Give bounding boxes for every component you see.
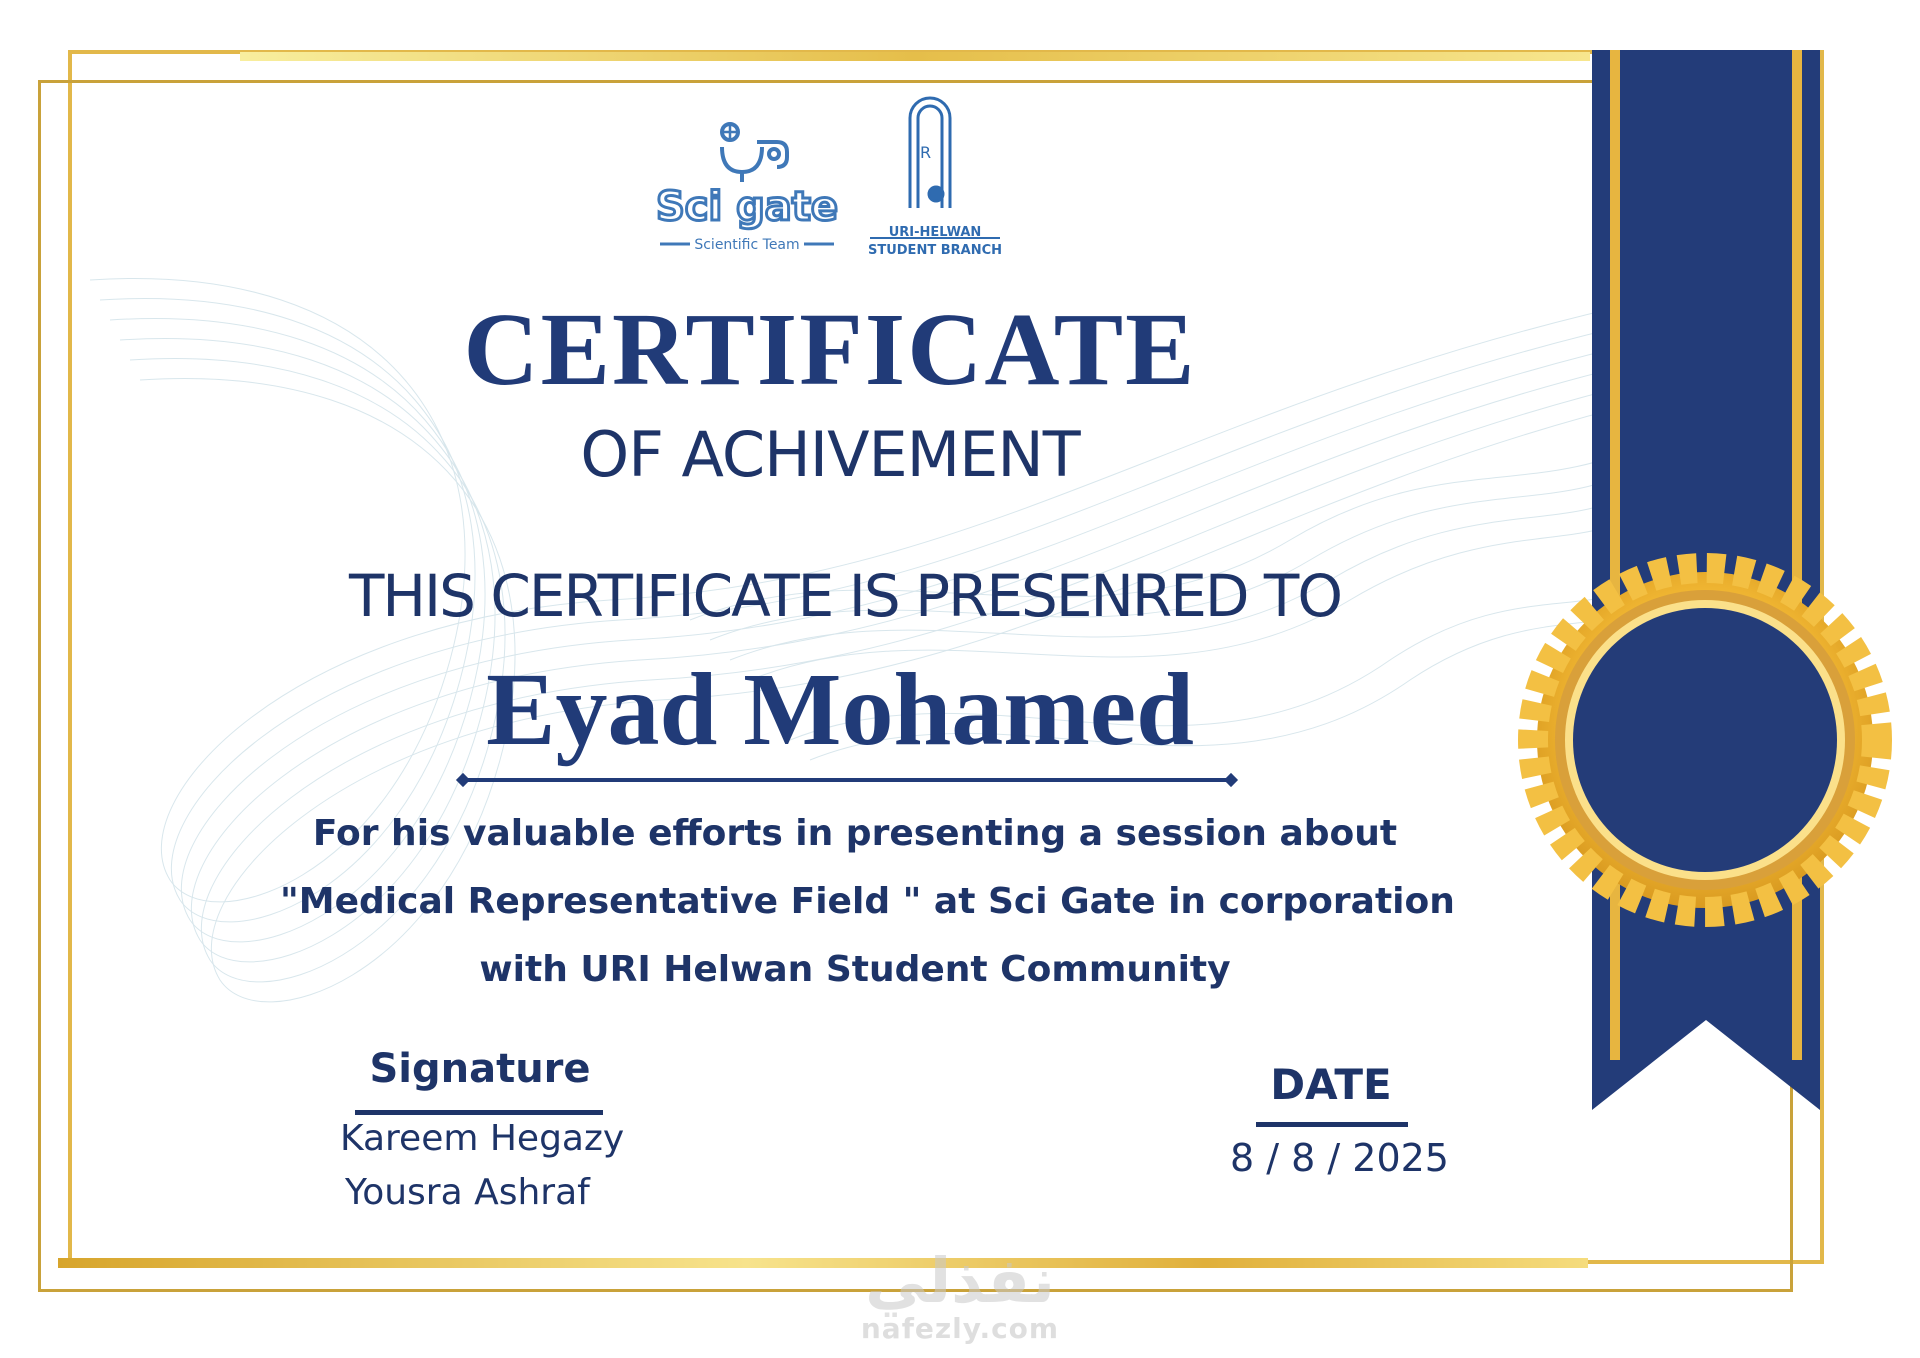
nafezly-watermark (850, 1244, 1070, 1345)
presented-to-line: THIS CERTIFICATE IS PRESENRED TO (348, 562, 1342, 630)
sci-gate-logo (652, 112, 842, 262)
svg-text:STUDENT BRANCH: STUDENT BRANCH (867, 243, 1003, 258)
date-value: 8 / 8 / 2025 (1230, 1136, 1449, 1180)
svg-text:Sci gate: Sci gate (655, 184, 839, 230)
svg-text:URI-HELWAN: URI-HELWAN (888, 225, 982, 240)
body-line: "Medical Representative Field " at Sci Gate in corporation (280, 881, 1455, 922)
date-underline (1256, 1122, 1408, 1127)
certificate-body (280, 800, 1455, 1004)
certificate-subtitle: OF ACHIVEMENT (580, 418, 1080, 491)
svg-text:Scientific Team: Scientific Team (694, 237, 800, 253)
signatory-name: Yousra Ashraf (345, 1172, 590, 1213)
watermark-mark: نفذلي (865, 1244, 1055, 1317)
certificate-title: CERTIFICATE (463, 292, 1197, 407)
gold-frame-accent-top (240, 52, 1590, 61)
recipient-underline (462, 778, 1232, 782)
uri-helwan-logo (860, 88, 1010, 268)
seal-badge-icon (1490, 540, 1920, 970)
signatory-name: Kareem Hegazy (340, 1118, 625, 1159)
body-line: with URI Helwan Student Community (479, 949, 1231, 990)
body-line: For his valuable efforts in presenting a session about (312, 813, 1398, 854)
signature-label: Signature (369, 1046, 591, 1092)
recipient-name: Eyad Mohamed (486, 652, 1194, 767)
date-label: DATE (1270, 1060, 1392, 1109)
watermark-url: nafezly.com (860, 1312, 1060, 1345)
signature-underline (355, 1110, 603, 1115)
gold-frame-accent-bottom (58, 1258, 1588, 1268)
svg-text:R: R (920, 143, 932, 162)
